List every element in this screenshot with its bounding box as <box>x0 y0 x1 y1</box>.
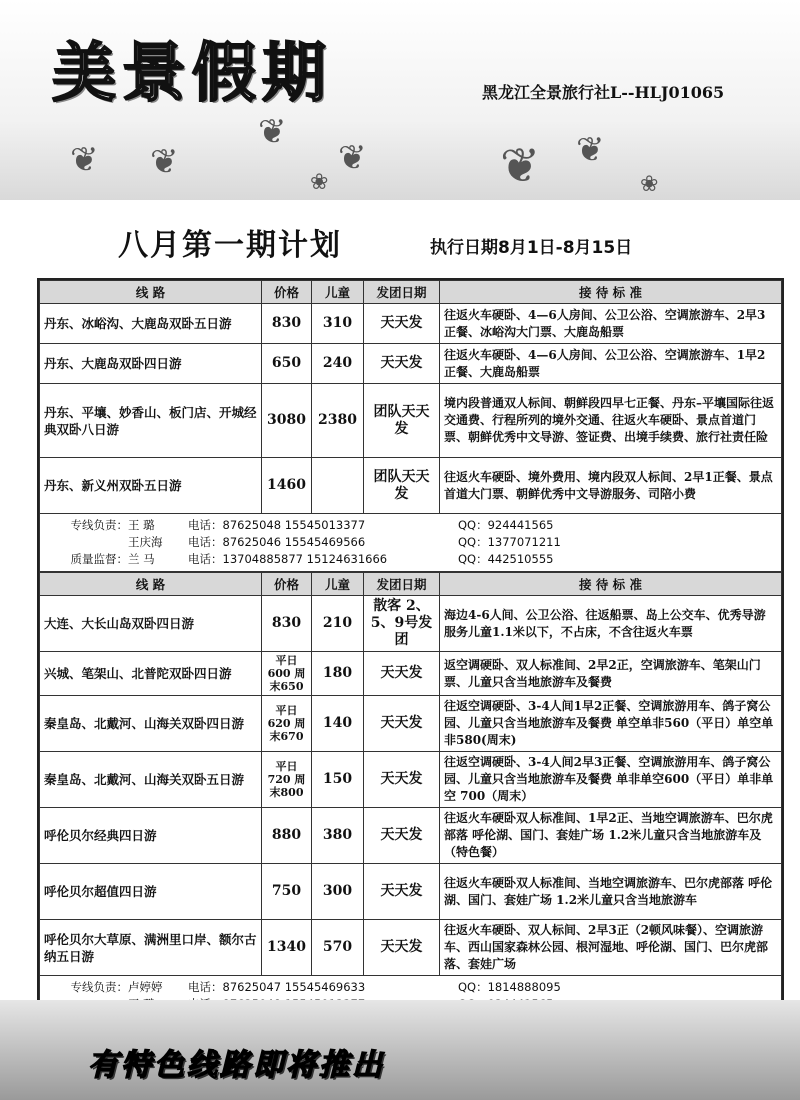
route-child-price: 150 <box>312 752 364 808</box>
header-route: 线 路 <box>40 281 262 304</box>
route-name: 兴城、笔架山、北普陀双卧四日游 <box>40 652 262 696</box>
route-child-price: 380 <box>312 808 364 864</box>
route-departure: 天天发 <box>364 808 440 864</box>
contact-label: 质量监督： <box>70 552 128 566</box>
route-child-price: 210 <box>312 596 364 652</box>
route-departure: 天天发 <box>364 344 440 384</box>
route-departure: 天天发 <box>364 920 440 976</box>
table-header <box>40 573 782 596</box>
contact-name: 王庆海 <box>128 535 163 549</box>
table-row <box>40 304 782 344</box>
table-row <box>40 752 782 808</box>
contact-phone: 电话：13704885877 15124631666 <box>188 552 388 566</box>
header-standard: 接 待 标 准 <box>440 281 782 304</box>
route-price: 1460 <box>262 458 312 514</box>
itinerary-table <box>37 278 784 1036</box>
route-departure: 天天发 <box>364 304 440 344</box>
section1-table <box>39 280 782 572</box>
agency-license: 黑龙江全景旅行社L--HLJ01065 <box>482 83 725 102</box>
brand-logo: 美景假期 <box>52 37 332 111</box>
butterfly-icon: ❦ <box>576 130 605 170</box>
contacts-row <box>40 514 782 572</box>
header-child: 儿童 <box>312 573 364 596</box>
route-child-price: 310 <box>312 304 364 344</box>
header-price: 价格 <box>262 281 312 304</box>
route-name: 呼伦贝尔经典四日游 <box>40 808 262 864</box>
route-child-price: 2380 <box>312 384 364 458</box>
contact-qq: QQ：1814888095 <box>458 980 561 994</box>
route-price: 3080 <box>262 384 312 458</box>
contact-line <box>48 517 773 534</box>
header-route: 线 路 <box>40 573 262 596</box>
contact-phone: 电话：87625047 15545469633 <box>188 980 366 994</box>
route-name: 丹东、新义州双卧五日游 <box>40 458 262 514</box>
route-standard: 往返火车硬卧双人标准间、当地空调旅游车、巴尔虎部落 呼伦湖、国门、套娃广场 1.2米儿童只含当地旅游车 <box>440 864 782 920</box>
contact-qq: QQ：442510555 <box>458 552 554 566</box>
contact-line <box>48 551 773 568</box>
contact-qq: QQ：924441565 <box>458 518 554 532</box>
butterfly-icon: ❦ <box>500 138 541 194</box>
route-price: 750 <box>262 864 312 920</box>
route-departure: 团队天天发 <box>364 458 440 514</box>
route-name: 丹东、冰峪沟、大鹿岛双卧五日游 <box>40 304 262 344</box>
route-name: 秦皇岛、北戴河、山海关双卧五日游 <box>40 752 262 808</box>
table-row <box>40 384 782 458</box>
route-departure: 天天发 <box>364 696 440 752</box>
table-row <box>40 652 782 696</box>
header-child: 儿童 <box>312 281 364 304</box>
butterfly-icon: ❦ <box>338 138 367 178</box>
butterfly-icon: ❦ <box>258 112 287 152</box>
route-name: 秦皇岛、北戴河、山海关双卧四日游 <box>40 696 262 752</box>
contact-qq: QQ：1377071211 <box>458 535 561 549</box>
contact-name: 卢婷婷 <box>128 980 163 994</box>
route-price: 880 <box>262 808 312 864</box>
butterfly-icon: ❦ <box>70 140 99 180</box>
footer-slogan: 有特色线路即将推出 <box>88 1048 385 1083</box>
header-standard: 接 待 标 准 <box>440 573 782 596</box>
route-standard: 往返火车硬卧、双人标间、2早3正（2顿风味餐）、空调旅游车、西山国家森林公园、根河湿地、呼伦湖、国门、巴尔虎部落、套娃广场 <box>440 920 782 976</box>
plan-dates: 执行日期8月1日-8月15日 <box>430 238 633 258</box>
table-header <box>40 281 782 304</box>
table-row <box>40 920 782 976</box>
header-departure: 发团日期 <box>364 281 440 304</box>
route-price: 830 <box>262 304 312 344</box>
route-standard: 返空调硬卧、双人标准间、2早2正，空调旅游车、笔架山门票、儿童只含当地旅游车及餐费 <box>440 652 782 696</box>
route-departure: 天天发 <box>364 864 440 920</box>
table-row <box>40 696 782 752</box>
contact-label: 专线负责： <box>70 980 128 994</box>
table-row <box>40 864 782 920</box>
contact-phone: 电话：87625046 15545469566 <box>188 535 366 549</box>
table-row <box>40 344 782 384</box>
route-child-price: 180 <box>312 652 364 696</box>
route-standard: 往返空调硬卧、3-4人间1早2正餐、空调旅游用车、鸽子窝公园、儿童只含当地旅游车及餐费 单空单非560（平日）单空单非580(周末) <box>440 696 782 752</box>
route-standard: 往返空调硬卧、3-4人间2早3正餐、空调旅游用车、鸽子窝公园、儿童只含当地旅游车及餐费 单非单空600（平日）单非单空 700（周末） <box>440 752 782 808</box>
contact-label <box>48 534 128 551</box>
flower-icon: ❀ <box>640 172 659 197</box>
section1-contacts <box>40 514 782 572</box>
contact-phone: 电话：87625048 15545013377 <box>188 518 366 532</box>
route-child-price <box>312 458 364 514</box>
flower-icon: ❀ <box>310 170 329 195</box>
route-name: 丹东、平壤、妙香山、板门店、开城经典双卧八日游 <box>40 384 262 458</box>
contact-name: 王 璐 <box>128 518 155 532</box>
route-departure: 天天发 <box>364 752 440 808</box>
route-standard: 往返火车硬卧、4—6人房间、公卫公浴、空调旅游车、1早2正餐、大鹿岛船票 <box>440 344 782 384</box>
route-child-price: 140 <box>312 696 364 752</box>
plan-title: 八月第一期计划 <box>118 228 342 263</box>
butterfly-icon: ❦ <box>150 142 179 182</box>
route-price: 830 <box>262 596 312 652</box>
route-name: 丹东、大鹿岛双卧四日游 <box>40 344 262 384</box>
route-name: 呼伦贝尔超值四日游 <box>40 864 262 920</box>
route-child-price: 300 <box>312 864 364 920</box>
route-departure: 团队天天发 <box>364 384 440 458</box>
route-departure: 散客 2、5、9号发团 <box>364 596 440 652</box>
header-banner <box>0 0 800 200</box>
route-standard: 境内段普通双人标间、朝鲜段四早七正餐、丹东–平壤国际往返交通费、行程所列的境外交通、往返火车硬卧、景点首道门票、朝鲜优秀中文导游、签证费、出境手续费、旅行社责任险 <box>440 384 782 458</box>
route-child-price: 570 <box>312 920 364 976</box>
route-departure: 天天发 <box>364 652 440 696</box>
section2-table <box>39 572 782 1034</box>
route-child-price: 240 <box>312 344 364 384</box>
table-row <box>40 808 782 864</box>
contact-name: 兰 马 <box>128 552 155 566</box>
route-price: 1340 <box>262 920 312 976</box>
route-price: 650 <box>262 344 312 384</box>
route-price: 平日620 周末670 <box>262 696 312 752</box>
contact-line <box>48 979 773 996</box>
header-departure: 发团日期 <box>364 573 440 596</box>
contact-line <box>48 534 773 551</box>
route-name: 大连、大长山岛双卧四日游 <box>40 596 262 652</box>
table-row <box>40 458 782 514</box>
route-standard: 往返火车硬卧双人标准间、1早2正、当地空调旅游车、巴尔虎部落 呼伦湖、国门、套娃广场 1.2米儿童只含当地旅游车及（特色餐） <box>440 808 782 864</box>
route-price: 平日720 周末800 <box>262 752 312 808</box>
route-standard: 往返火车硬卧、4—6人房间、公卫公浴、空调旅游车、2早3正餐、冰峪沟大门票、大鹿岛船票 <box>440 304 782 344</box>
contact-label: 专线负责： <box>70 518 128 532</box>
route-name: 呼伦贝尔大草原、满洲里口岸、额尔古纳五日游 <box>40 920 262 976</box>
route-standard: 往返火车硬卧、境外费用、境内段双人标间、2早1正餐、景点首道大门票、朝鲜优秀中文导游服务、司陪小费 <box>440 458 782 514</box>
table-row <box>40 596 782 652</box>
header-price: 价格 <box>262 573 312 596</box>
route-standard: 海边4-6人间、公卫公浴、往返船票、岛上公交车、优秀导游服务儿童1.1米以下，不占床，不含往返火车票 <box>440 596 782 652</box>
route-price: 平日600 周末650 <box>262 652 312 696</box>
